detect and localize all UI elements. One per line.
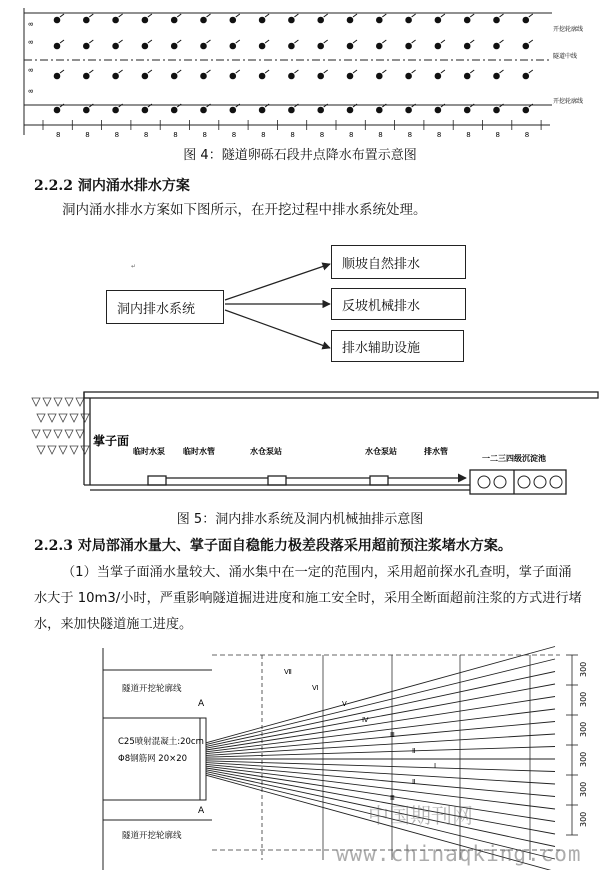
well-point-icon	[142, 14, 152, 23]
well-point-icon	[523, 70, 533, 79]
fig5-label-drain: 排水管	[424, 447, 448, 456]
fig6-section-bottom: A	[198, 806, 205, 816]
rock-hatch	[54, 398, 62, 406]
fig4-caption: 图 4：隧道卵砾石段井点降水布置示意图	[183, 148, 417, 163]
spacing-label: 8	[290, 131, 295, 139]
well-point-icon	[347, 40, 357, 49]
fig6-section-top: A	[198, 699, 205, 709]
well-point-icon	[523, 40, 533, 49]
spacing-label: 8	[56, 131, 61, 139]
tank-cell-icon	[534, 476, 546, 488]
rock-hatch	[70, 446, 78, 454]
grout-hole-line	[206, 684, 555, 748]
well-point-icon	[317, 14, 327, 23]
well-point-icon	[523, 14, 533, 23]
zone-label: Ⅴ	[342, 700, 347, 708]
rock-hatch	[37, 446, 45, 454]
fig4-label-bottom: 开挖轮廓线	[553, 98, 584, 105]
spacing-label: 8	[319, 131, 325, 139]
well-point-icon	[259, 70, 269, 79]
fig4-label-top: 开挖轮廓线	[553, 26, 584, 33]
zone-label: Ⅶ	[284, 668, 292, 676]
grout-hole-line	[206, 697, 555, 751]
section-2-2-3-paragraph: （1）当掌子面涌水量较大、涌水集中在一定的范围内，采用超前探水孔查明，掌子面涌水大于 10m3/小时，严重影响隧道掘进进度和施工安全时，采用全断面超前注浆的方式进行堵水，来加快隧道施工进度。	[34, 565, 582, 632]
grout-hole-line	[206, 709, 555, 752]
fig5-diagram	[0, 380, 600, 510]
rock-hatch	[32, 430, 40, 438]
rock-hatch	[43, 430, 51, 438]
zone-label: Ⅵ	[312, 684, 319, 692]
well-point-icon	[54, 70, 64, 79]
fig5-caption: 图 5：洞内排水系统及洞内机械抽排示意图	[176, 512, 424, 527]
section-2-2-3-heading: 2.2.3 对局部涌水量大、掌子面自稳能力极差段落采用超前预注浆堵水方案。	[34, 538, 512, 554]
well-point-icon	[112, 70, 122, 79]
fig5-label-pump: 临时水泵	[133, 447, 165, 456]
rock-hatch	[54, 430, 62, 438]
well-point-icon	[112, 40, 122, 49]
flow-branch-box-2	[331, 288, 466, 320]
well-point-icon	[200, 70, 210, 79]
fig4-label-center: 隧道中线	[553, 53, 578, 60]
rock-hatch	[76, 398, 84, 406]
flow-branch-label-2: 反坡机械排水	[342, 298, 421, 314]
well-point-icon	[171, 40, 181, 49]
fig5-label-tank: 一二三四级沉淀池	[482, 454, 546, 463]
spacing-label: 8	[436, 131, 442, 139]
spacing-label: 8	[173, 131, 178, 139]
well-point-icon	[288, 40, 298, 49]
spacing-label: 8	[231, 131, 237, 139]
well-point-icon	[435, 70, 445, 79]
zone-label: Ⅳ	[362, 716, 369, 724]
tank-cell-icon	[478, 476, 490, 488]
well-point-icon	[54, 40, 64, 49]
zone-label: Ⅲ	[390, 794, 395, 802]
fig5-face-label: 掌子面	[93, 434, 130, 448]
fig5-label-station-2: 水仓泵站	[365, 447, 397, 456]
rock-hatch	[70, 414, 78, 422]
spacing-label: 8	[114, 131, 120, 139]
well-point-icon	[259, 14, 269, 23]
well-point-icon	[493, 40, 503, 49]
rock-hatch	[81, 414, 89, 422]
spacing-label: 8	[85, 131, 90, 139]
well-point-icon	[464, 40, 474, 49]
tank-cell-icon	[518, 476, 530, 488]
well-point-icon	[405, 14, 415, 23]
well-point-icon	[464, 70, 474, 79]
spacing-label: 8	[28, 40, 35, 44]
well-point-icon	[464, 14, 474, 23]
zone-label: Ⅲ	[390, 731, 395, 739]
rock-hatch	[59, 414, 67, 422]
well-point-icon	[317, 70, 327, 79]
well-point-icon	[230, 40, 240, 49]
dimension-label: 300	[579, 751, 588, 767]
fig6-contour-bottom: 隧道开挖轮廓线	[122, 831, 182, 841]
grout-hole-line	[206, 647, 555, 743]
spacing-label: 8	[524, 131, 530, 139]
dimension-label: 300	[579, 811, 588, 827]
spacing-label: 8	[495, 131, 500, 139]
svg-text:↵: ↵	[131, 263, 137, 270]
rock-hatch	[76, 430, 84, 438]
well-point-icon	[54, 14, 64, 23]
dimension-label: 300	[579, 661, 588, 677]
well-point-icon	[288, 14, 298, 23]
spacing-label: 8	[28, 89, 35, 93]
fig6-diagram	[0, 640, 600, 870]
well-point-icon	[200, 40, 210, 49]
spacing-label: 8	[202, 131, 207, 139]
watermark-cn: 中国期刊网	[368, 804, 473, 828]
tank-cell-icon	[550, 476, 562, 488]
well-point-icon	[142, 70, 152, 79]
well-point-icon	[171, 14, 181, 23]
spacing-label: 8	[466, 131, 471, 139]
grout-hole-line	[206, 659, 555, 745]
well-point-icon	[376, 70, 386, 79]
well-point-icon	[405, 40, 415, 49]
well-point-icon	[230, 70, 240, 79]
well-point-icon	[288, 70, 298, 79]
rock-hatch	[59, 446, 67, 454]
fig6-contour-top: 隧道开挖轮廓线	[122, 684, 182, 694]
flow-branch-label-3: 排水辅助设施	[342, 340, 421, 356]
well-point-icon	[376, 14, 386, 23]
flow-branch-label-1: 顺坡自然排水	[342, 256, 421, 272]
flow-branch-box-3	[331, 330, 464, 362]
spacing-label: 8	[28, 22, 35, 26]
dimension-label: 300	[579, 721, 588, 737]
rock-hatch	[48, 446, 56, 454]
rock-hatch	[65, 398, 73, 406]
well-point-icon	[259, 40, 269, 49]
well-point-icon	[376, 40, 386, 49]
well-point-icon	[493, 70, 503, 79]
zone-label: Ⅱ	[412, 778, 416, 786]
section-2-2-2-paragraph: 洞内涌水排水方案如下图所示，在开挖过程中排水系统处理。	[62, 202, 427, 218]
rock-hatch	[37, 414, 45, 422]
well-point-icon	[83, 70, 93, 79]
fig5-label-station-1: 水仓泵站	[250, 447, 282, 456]
spacing-label: 8	[378, 131, 383, 139]
well-point-icon	[405, 70, 415, 79]
fig5-label-pipe: 临时水管	[183, 447, 215, 456]
well-point-icon	[200, 14, 210, 23]
well-point-icon	[230, 14, 240, 23]
rock-hatch	[65, 430, 73, 438]
rock-hatch	[32, 398, 40, 406]
well-point-icon	[347, 14, 357, 23]
well-point-icon	[493, 14, 503, 23]
flow-root-box	[106, 290, 224, 324]
zone-label: Ⅰ	[434, 762, 437, 770]
dimension-label: 300	[579, 691, 588, 707]
flow-branch-box-1	[331, 245, 466, 279]
spacing-label: 8	[261, 131, 266, 139]
well-point-icon	[171, 70, 181, 79]
fig6-mesh-label: Φ8钢筋网 20×20	[118, 754, 188, 764]
well-point-icon	[112, 14, 122, 23]
well-point-icon	[83, 40, 93, 49]
spacing-label: 8	[143, 131, 149, 139]
tank-cell-icon	[494, 476, 506, 488]
rock-hatch	[81, 446, 89, 454]
watermark-url: www.chinaqking.com	[336, 842, 582, 866]
rock-hatch	[43, 398, 51, 406]
well-point-icon	[435, 14, 445, 23]
fig6-concrete-label: C25喷射混凝土:20cm	[118, 737, 204, 747]
rock-hatch	[48, 414, 56, 422]
dimension-label: 300	[579, 781, 588, 797]
flow-root-label: 洞内排水系统	[117, 301, 196, 317]
well-point-icon	[347, 70, 357, 79]
well-point-icon	[317, 40, 327, 49]
well-point-icon	[142, 40, 152, 49]
well-point-icon	[83, 14, 93, 23]
zone-label: Ⅱ	[412, 747, 416, 755]
fig4-diagram	[0, 0, 600, 142]
grout-hole-line	[206, 672, 555, 747]
spacing-label: 8	[349, 131, 354, 139]
spacing-label: 8	[28, 68, 35, 72]
spacing-label: 8	[407, 131, 413, 139]
section-2-2-2-heading: 2.2.2 洞内涌水排水方案	[34, 178, 190, 194]
well-point-icon	[435, 40, 445, 49]
flow-arrows	[0, 240, 600, 370]
